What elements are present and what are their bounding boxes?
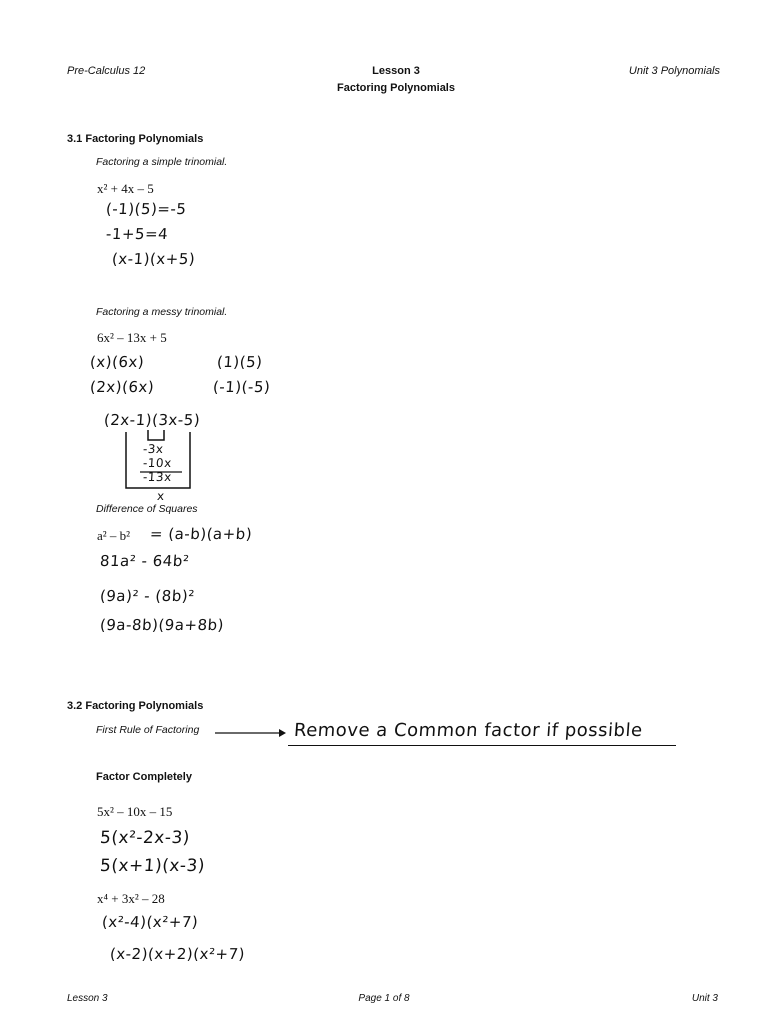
example-2-expression: x⁴ + 3x² – 28 (97, 891, 165, 906)
handwritten-work-line: (x)(6x) (89, 353, 145, 371)
handwritten-work-line: (9a-8b)(9a+8b) (99, 616, 225, 634)
section-heading-3-1: 3.1 Factoring Polynomials (67, 133, 204, 145)
handwritten-work-line: (x-1)(x+5) (111, 250, 196, 268)
handwritten-work-line: (x-2)(x+2)(x²+7) (109, 945, 246, 963)
box-line: -10x (142, 456, 173, 470)
handwritten-identity: = (a-b)(a+b) (149, 525, 253, 543)
handwritten-work-line: -1+5=4 (105, 225, 169, 243)
box-line: -13x (142, 470, 173, 484)
box-line: -3x (142, 442, 165, 456)
handwritten-work-line: 5(x²-2x-3) (99, 828, 191, 848)
example-1-expression: 5x² – 10x – 15 (97, 804, 173, 819)
handwritten-work-line: 5(x+1)(x-3) (99, 856, 206, 876)
difference-of-squares-expression: a² – b² (97, 528, 131, 543)
factor-completely-heading: Factor Completely (96, 771, 192, 783)
first-rule-label: First Rule of Factoring (96, 724, 200, 736)
handwritten-work-line: 81a² - 64b² (99, 552, 191, 570)
page-number: Page 1 of 8 (358, 993, 410, 1004)
messy-trinomial-label: Factoring a messy trinomial. (96, 306, 228, 318)
handwritten-work-line: (2x)(6x) (89, 378, 155, 396)
footer-unit: Unit 3 (691, 993, 718, 1004)
page-title: Factoring Polynomials (337, 82, 455, 94)
arrow-icon (215, 727, 287, 739)
handwritten-work-line: (9a)² - (8b)² (99, 587, 196, 605)
box-mark: x (156, 489, 166, 503)
handwritten-work-line: (-1)(-5) (212, 378, 271, 396)
simple-trinomial-expression: x² + 4x – 5 (97, 181, 154, 196)
handwritten-work-line: (-1)(5)=-5 (105, 200, 188, 218)
first-rule-answer: Remove a Common factor if possible (293, 720, 644, 741)
difference-of-squares-label: Difference of Squares (96, 503, 198, 515)
section-heading-3-2: 3.2 Factoring Polynomials (67, 700, 204, 712)
footer-lesson: Lesson 3 (67, 993, 108, 1004)
handwritten-work-line: (x²-4)(x²+7) (101, 913, 199, 931)
header-unit: Unit 3 Polynomials (628, 65, 720, 77)
header-lesson: Lesson 3 (372, 65, 420, 77)
answer-underline (288, 744, 676, 746)
handwritten-work-line: (1)(5) (216, 353, 264, 371)
header-course: Pre-Calculus 12 (67, 65, 146, 77)
simple-trinomial-label: Factoring a simple trinomial. (96, 156, 228, 168)
handwritten-answer: (2x-1)(3x-5) (103, 411, 201, 429)
messy-trinomial-expression: 6x² – 13x + 5 (97, 330, 167, 345)
